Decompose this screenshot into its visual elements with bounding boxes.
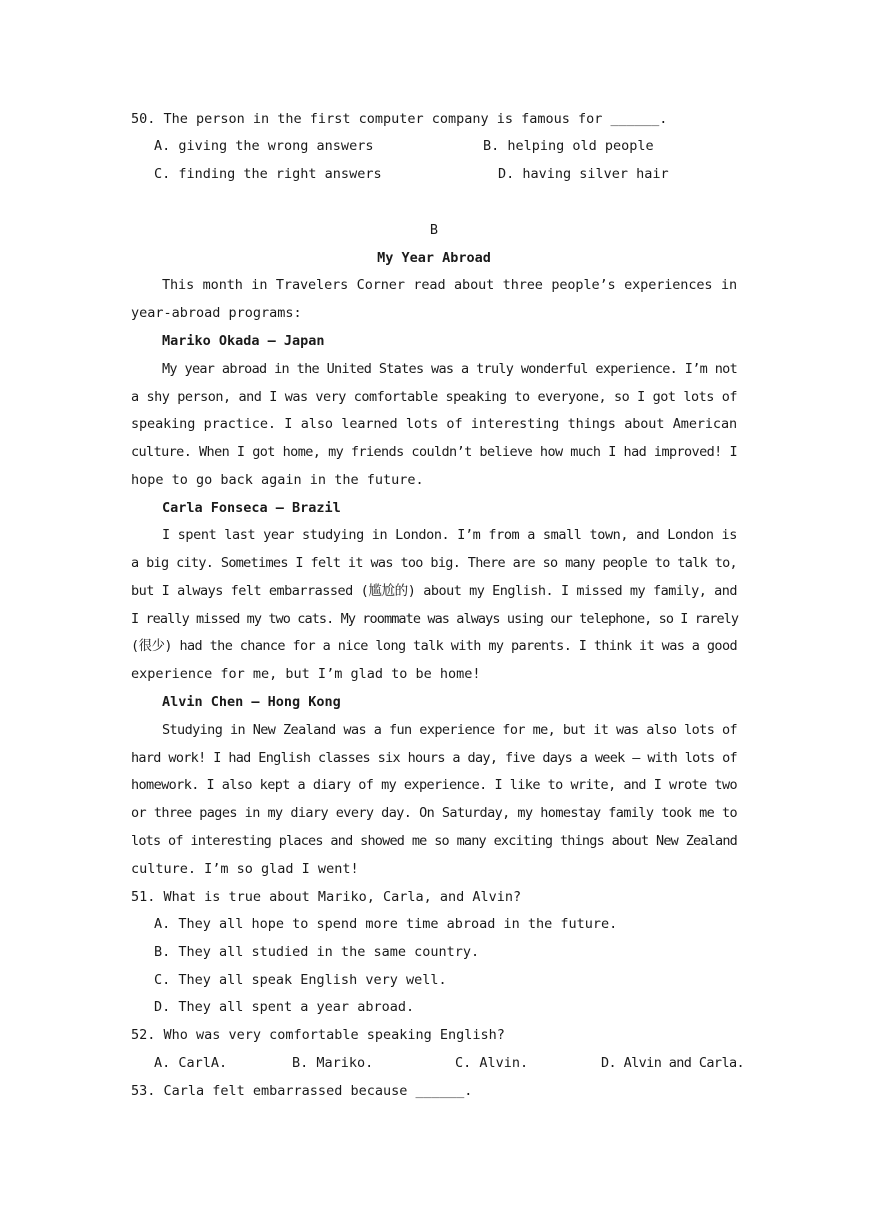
alvin-line-3: homework. I also kept a diary of my experience. I like to write, and I wrote two bbox=[131, 777, 737, 793]
question-53-stem: 53. Carla felt embarrassed because ______. bbox=[131, 1083, 473, 1099]
carla-line-2: a big city. Sometimes I felt it was too big. There are so many people to talk to, bbox=[131, 555, 737, 571]
question-50-option-d: D. having silver hair bbox=[498, 166, 669, 182]
section-letter: B bbox=[429, 222, 439, 238]
mariko-line-5: hope to go back again in the future. bbox=[131, 472, 424, 488]
alvin-line-4: or three pages in my diary every day. On Saturday, my homestay family took me to bbox=[131, 805, 737, 821]
alvin-line-2: hard work! I had English classes six hours a day, five days a week — with lots of bbox=[131, 750, 737, 766]
question-52-option-d: D. Alvin and Carla. bbox=[601, 1055, 745, 1071]
question-52-option-a: A. CarlA. bbox=[154, 1055, 228, 1071]
question-50-stem: 50. The person in the first computer company is famous for ______. bbox=[131, 111, 668, 127]
alvin-heading: Alvin Chen — Hong Kong bbox=[162, 694, 341, 710]
question-50-option-a: A. giving the wrong answers bbox=[154, 138, 374, 154]
question-52-option-c: C. Alvin. bbox=[455, 1055, 529, 1071]
intro-line-1: This month in Travelers Corner read about three people’s experiences in bbox=[162, 277, 737, 293]
question-50-option-c: C. finding the right answers bbox=[154, 166, 382, 182]
question-52-option-b: B. Mariko. bbox=[292, 1055, 374, 1071]
mariko-line-2: a shy person, and I was very comfortable speaking to everyone, so I got lots of bbox=[131, 389, 737, 405]
carla-heading: Carla Fonseca — Brazil bbox=[162, 500, 341, 516]
alvin-line-1: Studying in New Zealand was a fun experience for me, but it was also lots of bbox=[162, 722, 737, 738]
passage-title: My Year Abroad bbox=[377, 250, 491, 266]
question-51-option-a: A. They all hope to spend more time abroad in the future. bbox=[154, 916, 618, 932]
carla-line-6: experience for me, but I’m glad to be home! bbox=[131, 666, 481, 682]
question-50-option-b: B. helping old people bbox=[483, 138, 654, 154]
question-51-option-b: B. They all studied in the same country. bbox=[154, 944, 480, 960]
question-51-option-c: C. They all speak English very well. bbox=[154, 972, 447, 988]
carla-line-4: I really missed my two cats. My roommate was always using our telephone, so I rarely bbox=[131, 611, 739, 627]
mariko-line-1: My year abroad in the United States was a truly wonderful experience. I’m not bbox=[162, 361, 737, 377]
question-52-stem: 52. Who was very comfortable speaking English? bbox=[131, 1027, 505, 1043]
mariko-line-3: speaking practice. I also learned lots of interesting things about American bbox=[131, 416, 737, 432]
question-51-option-d: D. They all spent a year abroad. bbox=[154, 999, 415, 1015]
intro-line-2: year-abroad programs: bbox=[131, 305, 302, 321]
alvin-line-5: lots of interesting places and showed me so many exciting things about New Zealand bbox=[131, 833, 737, 849]
mariko-heading: Mariko Okada — Japan bbox=[162, 333, 325, 349]
carla-line-1: I spent last year studying in London. I’m from a small town, and London is bbox=[162, 527, 737, 543]
mariko-line-4: culture. When I got home, my friends couldn’t believe how much I had improved! I bbox=[131, 444, 737, 460]
alvin-line-6: culture. I’m so glad I went! bbox=[131, 861, 359, 877]
question-51-stem: 51. What is true about Mariko, Carla, and Alvin? bbox=[131, 889, 522, 905]
carla-line-3: but I always felt embarrassed (尴尬的) about my English. I missed my family, and bbox=[131, 583, 737, 599]
carla-line-5: (很少) had the chance for a nice long talk with my parents. I think it was a good bbox=[131, 638, 737, 654]
